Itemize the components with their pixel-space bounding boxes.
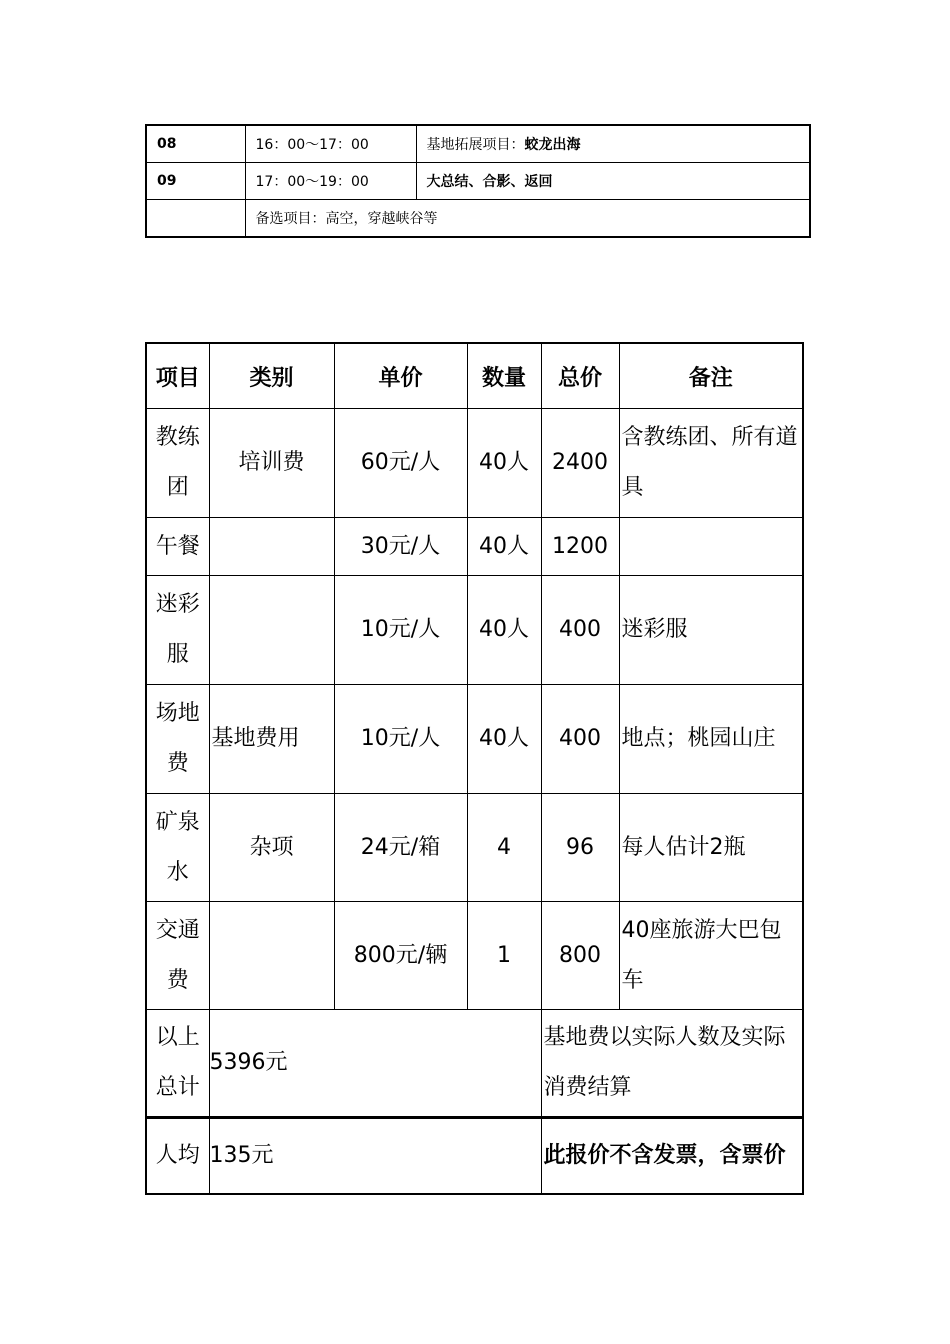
budget-total: 400 (541, 685, 619, 794)
budget-remark: 40座旅游大巴包车 (619, 902, 803, 1010)
budget-quantity: 40人 (467, 576, 541, 685)
budget-unit-price: 10元/人 (334, 576, 467, 685)
budget-total: 96 (541, 794, 619, 902)
budget-category: 培训费 (209, 409, 334, 518)
budget-unit-price: 10元/人 (334, 685, 467, 794)
per-person-row (146, 1118, 803, 1194)
budget-row (146, 576, 803, 685)
budget-item: 交通费 (146, 902, 209, 1010)
budget-remark: 含教练团、所有道具 (619, 409, 803, 518)
budget-item: 矿泉水 (146, 794, 209, 902)
budget-table (145, 342, 804, 1195)
budget-row (146, 409, 803, 518)
per-person-note: 此报价不含发票，含票价 (541, 1118, 803, 1194)
budget-row (146, 902, 803, 1010)
per-person-label: 人均 (146, 1118, 209, 1194)
budget-quantity: 1 (467, 902, 541, 1010)
header-remark: 备注 (619, 343, 803, 409)
schedule-activity-item: 蛟龙出海 (524, 137, 581, 153)
budget-item: 教练团 (146, 409, 209, 518)
schedule-time: 16：00～17：00 (245, 125, 416, 163)
summary-label: 以上总计 (146, 1010, 209, 1118)
header-quantity: 数量 (467, 343, 541, 409)
budget-header-row (146, 343, 803, 409)
header-total: 总价 (541, 343, 619, 409)
schedule-activity-item: 大总结、合影、返回 (416, 163, 810, 200)
budget-unit-price: 60元/人 (334, 409, 467, 518)
budget-category (209, 902, 334, 1010)
budget-quantity: 40人 (467, 518, 541, 576)
schedule-row (146, 200, 810, 238)
budget-row (146, 518, 803, 576)
budget-category: 基地费用 (209, 685, 334, 794)
budget-category: 杂项 (209, 794, 334, 902)
budget-remark: 迷彩服 (619, 576, 803, 685)
budget-remark: 地点；桃园山庄 (619, 685, 803, 794)
schedule-time: 17：00～19：00 (245, 163, 416, 200)
schedule-num: 08 (146, 125, 245, 163)
budget-category (209, 518, 334, 576)
per-person-value: 135元 (209, 1118, 541, 1194)
budget-quantity: 40人 (467, 409, 541, 518)
budget-remark: 每人估计2瓶 (619, 794, 803, 902)
schedule-table (145, 124, 811, 238)
budget-unit-price: 800元/辆 (334, 902, 467, 1010)
budget-total: 1200 (541, 518, 619, 576)
budget-category (209, 576, 334, 685)
schedule-row (146, 125, 810, 163)
budget-item: 迷彩服 (146, 576, 209, 685)
budget-total: 800 (541, 902, 619, 1010)
schedule-activity-prefix: 基地拓展项目： (426, 137, 525, 153)
schedule-activity (416, 125, 810, 163)
budget-remark (619, 518, 803, 576)
budget-row (146, 794, 803, 902)
budget-unit-price: 24元/箱 (334, 794, 467, 902)
header-item: 项目 (146, 343, 209, 409)
budget-quantity: 40人 (467, 685, 541, 794)
schedule-row (146, 163, 810, 200)
schedule-num-empty (146, 200, 245, 238)
summary-note: 基地费以实际人数及实际消费结算 (541, 1010, 803, 1118)
summary-row (146, 1010, 803, 1118)
header-category: 类别 (209, 343, 334, 409)
budget-quantity: 4 (467, 794, 541, 902)
budget-unit-price: 30元/人 (334, 518, 467, 576)
schedule-note: 备选项目：高空，穿越峡谷等 (245, 200, 810, 238)
budget-item: 午餐 (146, 518, 209, 576)
schedule-num: 09 (146, 163, 245, 200)
budget-row (146, 685, 803, 794)
budget-total: 400 (541, 576, 619, 685)
budget-total: 2400 (541, 409, 619, 518)
budget-item: 场地费 (146, 685, 209, 794)
summary-value: 5396元 (209, 1010, 541, 1118)
header-unit-price: 单价 (334, 343, 467, 409)
